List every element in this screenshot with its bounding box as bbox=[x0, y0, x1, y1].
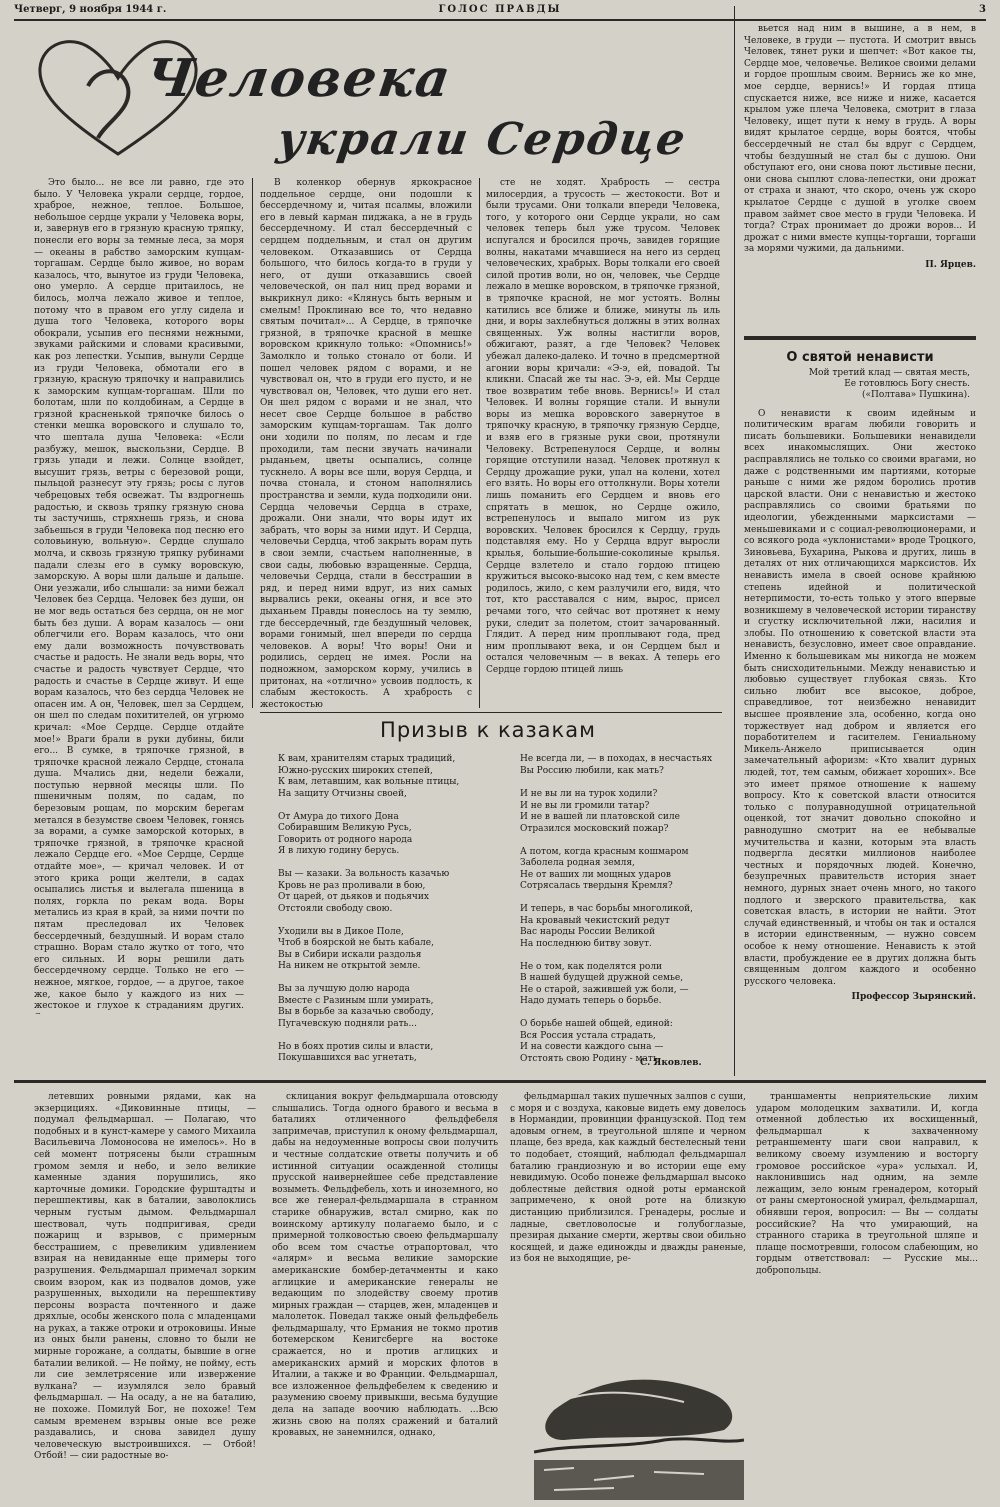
epigraph-source: («Полтава» Пушкина). bbox=[861, 389, 970, 400]
poem-rule bbox=[260, 712, 722, 713]
story-signature: П. Ярцев. bbox=[925, 259, 976, 270]
feuilleton-rule bbox=[14, 1080, 986, 1083]
hatred-signature: Профессор Зырянский. bbox=[851, 992, 976, 1003]
story-title-line1: Человека bbox=[141, 48, 456, 109]
feuilleton-column-1 bbox=[34, 1092, 256, 1500]
epigraph-line-1: Мой третий клад — святая месть, bbox=[808, 367, 970, 378]
hatred-article bbox=[744, 348, 976, 1070]
story-text-3: сте не ходят. Храбрость — сестра милосердия, а трусость — жестокости. Вот и были трусами. Они толкали впереди Человека, того, у которого они Сердце украли, но сам человек теперь был уже трусом. Человек испугался и бросился прочь, завидев горящие волны, накатами мчавшиеся на него из сердец человеческих, храбрых. Воры толкали его своей силой против воли, но он, человек, чье Сердце лежало в мешке воровском, в тряпочке грязной, в тряпочке красной, не мог устоять. Волны катились все ближе и ближе, минуты ль иль дни, и воры захлебнуться должны в этих волнах священных. Уж волны настигли воров, обжигают, разят, а где Человек? Человек убежал далеко-далеко. И точно в предсмертной агонии воры кричали: «Э-э, ей, повадой. Ты кликни. Спасай же ты нас. Э-э, ей. Мы Сердце твое возвратим тебе вновь. Вернись!» И стал Человек. И волны горящие стали. И вынули воры из мешка воровского завернутое в тряпочку красную, в тряпочку грязную Сердце, и взяв его в грязные руки свои, протянули Человеку. Встрепенулося Сердце, и волны горящие отступили назад. Человек протянул к Сердцу дрожащие руки, упал на колени, хотел его взять. Но воры его оттолкнули. Воры хотели лишь поманить его Сердцем и вновь его спрятать в мешок, но Сердце ожило, встрепенулось и выпало мигом из рук воровских. Человек бросился к Сердцу, грудь подставляя ему. Но у Сердца вдруг выросли крылья, большие-большие-соколиные крылья. Сердце взлетело и стало гордою птицею кружиться высоко-высоко над тем, с кем вместе родилось, жило, с кем разлучили его, видя, что тот, кто расставался с ним, вырос, присел речами того, что сейчас вот протянет к нему руки, следит за полетом, стоит зачарованный. Глядит. А перед ним проплывают года, пред ним проплывают века, и он Сердцем был и остался человечным — в веках. А теперь его Сердце гордою птицей лишь bbox=[486, 178, 720, 675]
poem-signature: С. Яковлев. bbox=[640, 1058, 702, 1068]
story-text-2: В коленкор обернув яркокрасное поддельное сердце, они подошли к бессердечному и, читая псалмы, вложили его в левый карман пиджака, а не в грудь бессердечному. И стал бессердечный с сердцем поддельным, и стал он другим человеком. Отказавшись от Сердца большого, что билось когда-то в груди у него, от души отказавшись своей человеческой, он пал ниц пред ворами и выкрикнул дико: «Клянусь быть верным и смелым! Проклинаю все то, что недавно святым почитал»... А Сердце, в тряпочке грязной, в тряпочке красной в мешке воровском крикнуло только: «Опомнись!» Замолкло и только стонало от боли. И пошел человек рядом с ворами, и не чувствовал он, что в груди его пусто, и не чувствовал он, Человек, что души его нет. Он шел рядом с ворами и не знал, что несет свое Сердце большое в рабство заморским купцам-торгашам. Так долго они ходили по полям, по лесам и где проходили, там песни звучать начинали рыданьем, цветы осыпались, солнце тускнело. А воры все шли, воруя Сердца, и почва стонала, и стоном наполнялись пространства и земли, куда подходили они. Сердца человечьи Сердца в страхе, дрожали. Они знали, что воры идут их забрать, что воры за ними идут. И Сердца, человечьи Сердца, чтоб закрыть ворам путь в свои земли, счастьем наполненные, в свои сады, любовью взращенные. Сердца, человечьи Сердца, стали в бесстрашии в ряд, и перед ними вдруг, из них самых вырвались реки, океаны огня, и все это дыханьем Правды понеслось на ту землю, где бессердечный, где бездушный человек, ворами гонимый, шел впереди по сердца человеков. А воры! Что воры! Они и родились, сердец не имея. Росли на подножном, заморском корму, учились в притонах, на «отлично» усвоив подлость, к слабым жестокость. А храбрость с жестокостью bbox=[260, 178, 472, 708]
hatred-epigraph bbox=[744, 368, 970, 401]
story-title-line2: украли Сердце bbox=[274, 114, 691, 165]
feuilleton-text-2: склицания вокруг фельдмаршала отовсюду слышались. Тогда одного бравого и весьма в баталиях отличенного фельдфебеля запримечав, приступил к оному фельдмаршал, дабы на недоуменные вопросы свои получить и честные солдатские ответы получить и об истинной ситуации осажденной столицы прусской наивернейшее себе представление возыметь. Фельдфебель, хоть и иноземного, но все же генерал-фельдмаршала в странном старике обнаружив, встал смирно, как по воинскому артикулу полагаемо было, и с примерной толковостью своею фельдмаршалу обо всем том счастье отрапортовал, что «алярм» и весьма великие заморские американские бомбер-детачменты и како аглицкие и американские генералы не ведающим по злодейству своему против мирных граждан — старцев, жен, младенцев и малолеток. Поведал также оный фельдфебель фельдмаршалу, что Ермания не токмо против ботемерском Кенигсберге на востоке сражается, но и против аглицких и американских армий и морских флотов в Италии, а также и во Франции. Фельдмаршал, все изложенное фельдфебелем к сведению и разумению своему привыкши, весьма будущие дела на западе воочию наблюдать. ...Всю жизнь свою на полях сражений и баталий кровавых, не занемнился, однако, bbox=[272, 1092, 498, 1439]
story-column-1 bbox=[34, 178, 244, 1014]
poem-left-stanzas: К вам, хранителям старых традиций, Южно-русских широких степей, К вам, летавшим, как вольные птицы, На защиту Отчизны своей, От Амура до тихого Дона Собиравшим Великую Русь, Говорить от родного народа Я в лихую годину берусь. Вы — казаки. За вольность казачью Кровь не раз проливали в бою, От царей, от дьяков и подьячих Отстояли свободу свою. Уходили вы в Дикое Поле, Чтоб в боярской не быть кабале, Вы в Сибири искали раздолья На никем не открытой земле. Вы за лучшую долю народа Вместе с Разиным шли умирать, Вы в борьбе за казачью свободу, Пугачевскую подняли рать... Но в боях против силы и власти, Покушавшихся вас угнетать, bbox=[278, 754, 460, 1063]
column-divider bbox=[479, 178, 480, 708]
story-text-4: вьется над ним в вышине, а в нем, в Человеке, в груди — пустота. И смотрит ввысь Человек, тянет руки и шепчет: «Вот какое ты, Сердце мое, человечье. Великое своими делами и гордое прошлым своим. Вернись же ко мне, мое сердце, вернись!» И гордая птица спускается ниже, все ниже и ниже, касается крылом уже плеча Человека, смотрит в глаза Человеку, ищет пути к нему в грудь. А воры видят крылатое сердце, воры боятся, чтобы бессердечный не стал бы вдруг с Сердцем, чтобы бездушный не стал бы с душою. Они обступают его, они снова поют льстивые песни, они снова сыплют слова-лепестки, они дрожат от страха и знают, что скоро, очень уж скоро крылатое Сердце с душой в уголке своем правом займет свое место в груди Человека. И тогда? Страх пронимает до дрожи воров... И дрожат с ними вместе купцы-торгаши, торгаши за морями чужими, да дальними. bbox=[744, 24, 976, 255]
column-divider bbox=[734, 6, 735, 1076]
column-divider bbox=[252, 178, 253, 708]
feuilleton-column-4 bbox=[756, 1092, 978, 1332]
poem-title: Призыв к казакам bbox=[380, 718, 596, 742]
feuilleton-text-3: фельдмаршал таких пушечных залпов с суши, с моря и с воздуха, каковые видеть ему довелось в Нормандии, провинции французской. Под тем адовым огнем, в треугольной шляпе и черном плаще, без вреда, как каждый бестелесный тени то подобает, стоящий, наблюдал фельдмаршал баталию грандиозную и во истории еще ему невидимую. Особо понеже фельдмаршал высоко доблестные действия одной роты ерманской запримечено, к оной роте на близкую дистанцию приблизился. Гренадеры, рослые и ладные, светловолосые и голубоглазые, презирая дыхание смерти, жертвы свои обильно косящей, и даже единожды и дважды раненые, из боя не выходящие, ре- bbox=[510, 1092, 746, 1265]
newspaper-name: ГОЛОС ПРАВДЫ bbox=[438, 4, 562, 15]
poem-right-stanzas: Вы Россию любили, как мать? И не вы ли на турок ходили? И не вы ли громили татар? И не в вашей ли платовской силе Отразился московский пожар? А потом, когда красным кошмаром Заболела родная земля, Не от ваших ли мощных ударов Сотрясалась твердыня Кремля? И теперь, в час борьбы многоликой, На кровавый чекистский редут Вас народы России Великой На последнюю битву зовут. Не о том, как поделятся роли В нашей будущей дружной семье, Не о старой, зажившей уж боли, — Надо думать теперь о борьбе. О борьбе нашей общей, единой: Вся Россия устала страдать, И на совести каждого сына — Отстоять свою Родину - мать. bbox=[520, 766, 693, 1064]
feuilleton-column-2 bbox=[272, 1092, 498, 1500]
poem-right-first-line: Не всегда ли, — в походах, в несчастьях bbox=[520, 754, 713, 764]
story-text-1: Это было... не все ли равно, где это было. У Человека украли сердце, гордое, храброе, нежное, теплое. Большое, небольшое сердце украли у Человека воры, и, завернув его в грязную красную тряпку, понесли его воры за темные леса, за моря — океаны в рабство заморским купцам-торгашам. Сердце было живое, но ворам казалось, что, вынутое из груди Человека, оно умерло. А сердце притаилось, не билось, молча лежало живое и теплое, потому что в правом его углу сидела и душа того Человека, которого воры обокрали, усыпив его песнями нежными, звуками райскими и словами красивыми, как роз лепестки. Усыпив, вынули Сердце из груди Человека, обмотали его в грязную, красную тряпочку и направились к заморским купцам-торгашам. Шли по болотам, шли по колдобинам, а Сердце в грязной красненькой тряпочке билось о стенки мешка воровского и слушало то, что шептала душа Человека: «Если разбужу, мешок, выскользни, Сердце. В грязь упади и лежи. Солнце взойдет, высушит грязь, ветры с березовой рощи, пыльцой разнесут эту грязь; росы с лугов чебрецовых тебя освежат. Ты вздрогнешь радостью, и сквозь тряпку грязную снова ты застучишь, стряхнешь грязь, и снова забьешься в груди Человека под песню его соловьиную, вольную». Сердце слушало молча, и сквозь грязную тряпку рубинами падали слезы его в сумку воровскую, заморскую. А воры шли дальше и дальше. Они уезжали, ибо слышали: за ними бежал Человек без Сердца. Человек без души, он не мог ведь остаться без сердца, он не мог быть без души. А ворам казалось — они облегчили его. Ворам казалось, что они ему дали возможность почувствовать счастье и радость. Не знали ведь воры, что счастье и радость чувствует Сердце, что радость и счастье в Сердце живут. И еще ворам казалось, что без сердца Человек не опасен им. А он, Человек, шел за Сердцем, он шел по следам похитителей, он угрюмо кричал: «Мое Сердце. Сердце отдайте мое!» Враги брали в руки дубины, били его... В сумке, в тряпочке грязной, в тряпочке красной лежало Сердце, стонала душа. Мчались дни, недели бежали, поступью нервной месяцы шли. По пшеничным полям, по садам, по березовым рощам, по морским берегам метался в безумстве своем Человек, гонясь за ворами, а сумке заморской которых, в тряпочке грязной, в тряпочке красной лежало Сердце его. «Мое Сердце, Сердце отдайте мое», — кричал человек. И от этого крика рощи желтели, в садах осыпались листья и вылегала пшеница в полях, горкла по рекам вода. Воры метались из края в край, за ними почти по пятам преследовал их Человек бессердечный, бездушный. И ворам стало страшно. Ворам стало жутко от того, что его сильных. И воры решили дать бессердечному сердце. Только не его — нежное, мягкое, гордое, — а другое, такое же, какое было у каждого из них — жестокое и глухое к страданиям других. bbox=[34, 178, 244, 1012]
hatred-text: О ненависти к своим идейным и политическим врагам любили говорить и писать большевики. Большевики ненавидели всех инакомыслящих. Они жестоко расправлялись не только со своими врагами, но даже с родственными им партиями, которые раньше с ними же рядом боролись против царской власти. Они с ненавистью и жестоко расправлялись со своими братьями по идеологии, убежденными марксистами — меньшевиками и с социал-революционерами, и со всякого рода «уклонистами» вроде Троцкого, Зиновьева, Бухарина, Рыкова и других, лишь в деталях от них отличающихся марксистов. Их ненависть имела в своей основе крайнюю степень идейной и политической нетерпимости, то-есть только у этого впервые возникшему в человеческой истории тиранству и сгустку исключительной лжи, насилия и злобы. По отношению к советской власти эта ненависть, безусловно, имеет свое оправдание. Именно к большевикам мы никогда не можем быть снисходительными. Между ненавистью и любовью существует глубокая связь. Кто сильно любит все высокое, доброе, справедливое, тот неизбежно ненавидит высшее проявление зла, особенно, когда оно торжествует над добром и является его поработителем и гасителем. Гениальному Микель-Анжело приписывается один замечательный афоризм: «Кто хвалит дурных людей, тот, тем самым, обижает хороших». Все это имеет прямое отношение к нашему вопросу. Кто к советской власти относится только с полуравнодушной отрицательной оценкой, тот значит довольно спокойно и равнодушно смотрит на ее небывалые мучительства и казни, которым эта власть подвергла десятки миллионов наиболее честных и порядочных людей. Конечно, безупречных правительств история знает немного, дурных знает очень много, но такого подлого и зверского правительства, как советская власть, в истории не найти. Этот случай единственный, и чтобы он так и остался в истории единственным, — нужно совсем особое к нему отношение. Ненависть к этой власти, пробуждение ее в других должна быть священным долгом каждого и особенно русского человека. bbox=[744, 408, 976, 987]
header-rule bbox=[14, 19, 986, 21]
feuilleton-column-3 bbox=[510, 1092, 746, 1332]
epigraph-line-2: Ее готовлюсь Богу снесть. bbox=[844, 378, 970, 389]
hatred-title: О святой ненависти bbox=[786, 350, 934, 365]
battlefield-illustration bbox=[534, 1340, 744, 1500]
header-date: Четверг, 9 ноября 1944 г. bbox=[14, 4, 167, 15]
page-header bbox=[14, 4, 986, 20]
story-column-4 bbox=[744, 24, 976, 322]
feuilleton-text-4: траншаменты неприятельские лихим ударом молодецким захватили. И, когда отменной доблестью их восхищенный, фельдмаршал к захваченному ретраншементу шаги свои направил, к великому своему изумлению и восторгу громовое российское «ура» услыхал. И, наклонившись над одним, на земле лежащим, зело юным гренадером, который от раны смертоносной умирал, фельдмаршал, обнявши героя, вопросил: — Вы — солдаты российские? На что умирающий, на странного старика в треугольной шляпе и плаще посмотревши, голосом слабеющим, но гордым ответствовал: — Русские мы... добропольцы. bbox=[756, 1092, 978, 1276]
story-column-3 bbox=[486, 178, 720, 708]
section-rule bbox=[744, 336, 976, 340]
story-column-2 bbox=[260, 178, 472, 708]
feuilleton-text-1: летевших ровными рядами, как на экзерцициях. «Диковинные птицы, — подумал фельдмаршал. — Полагаю, что подобных и в кунст-камере у самого Михаила Васильевича Ломоносова не имелось». Но в сей момент потрясены были страшным громом земля и небо, и зело великие каменные здания порушились, яко карточные домики. Городские фурштадты и перешпективы, как в баталии, заволоклись черным густым дымом. Фельдмаршал шествовал, чуть подпригивая, среди пожарищ и взрывов, с примерным бесстрашием, с превеликим удивлением взирая на невиданные еще примеры того разрушения. Фельдмаршал примечал зорким своим взором, как из подвалов домов, уже разрушенных, выходили на перешпективу персоны возраста почтенного и даже дряхлые, особы женского пола с младенцами на руках, а также отроки и отроковицы. Иные из оных были ранены, словно то были не мирные горожане, а солдаты, бывшие в огне баталии великой. — Не пойму, не пойму, есть ли сие землетрясение или извержение вулкана? — изумлялся зело бравый фельдмаршал. — На осаду, а не на баталию, не похоже. Помилуй Бог, не похоже! Тем самым временем взрывы оные все реже раздавались, и снова завидел душу человеческую выстроившихся. — Отбой! Отбой! — сии радостные во- bbox=[34, 1092, 256, 1462]
story-title-block bbox=[28, 26, 714, 172]
page-number: 3 bbox=[979, 4, 986, 15]
